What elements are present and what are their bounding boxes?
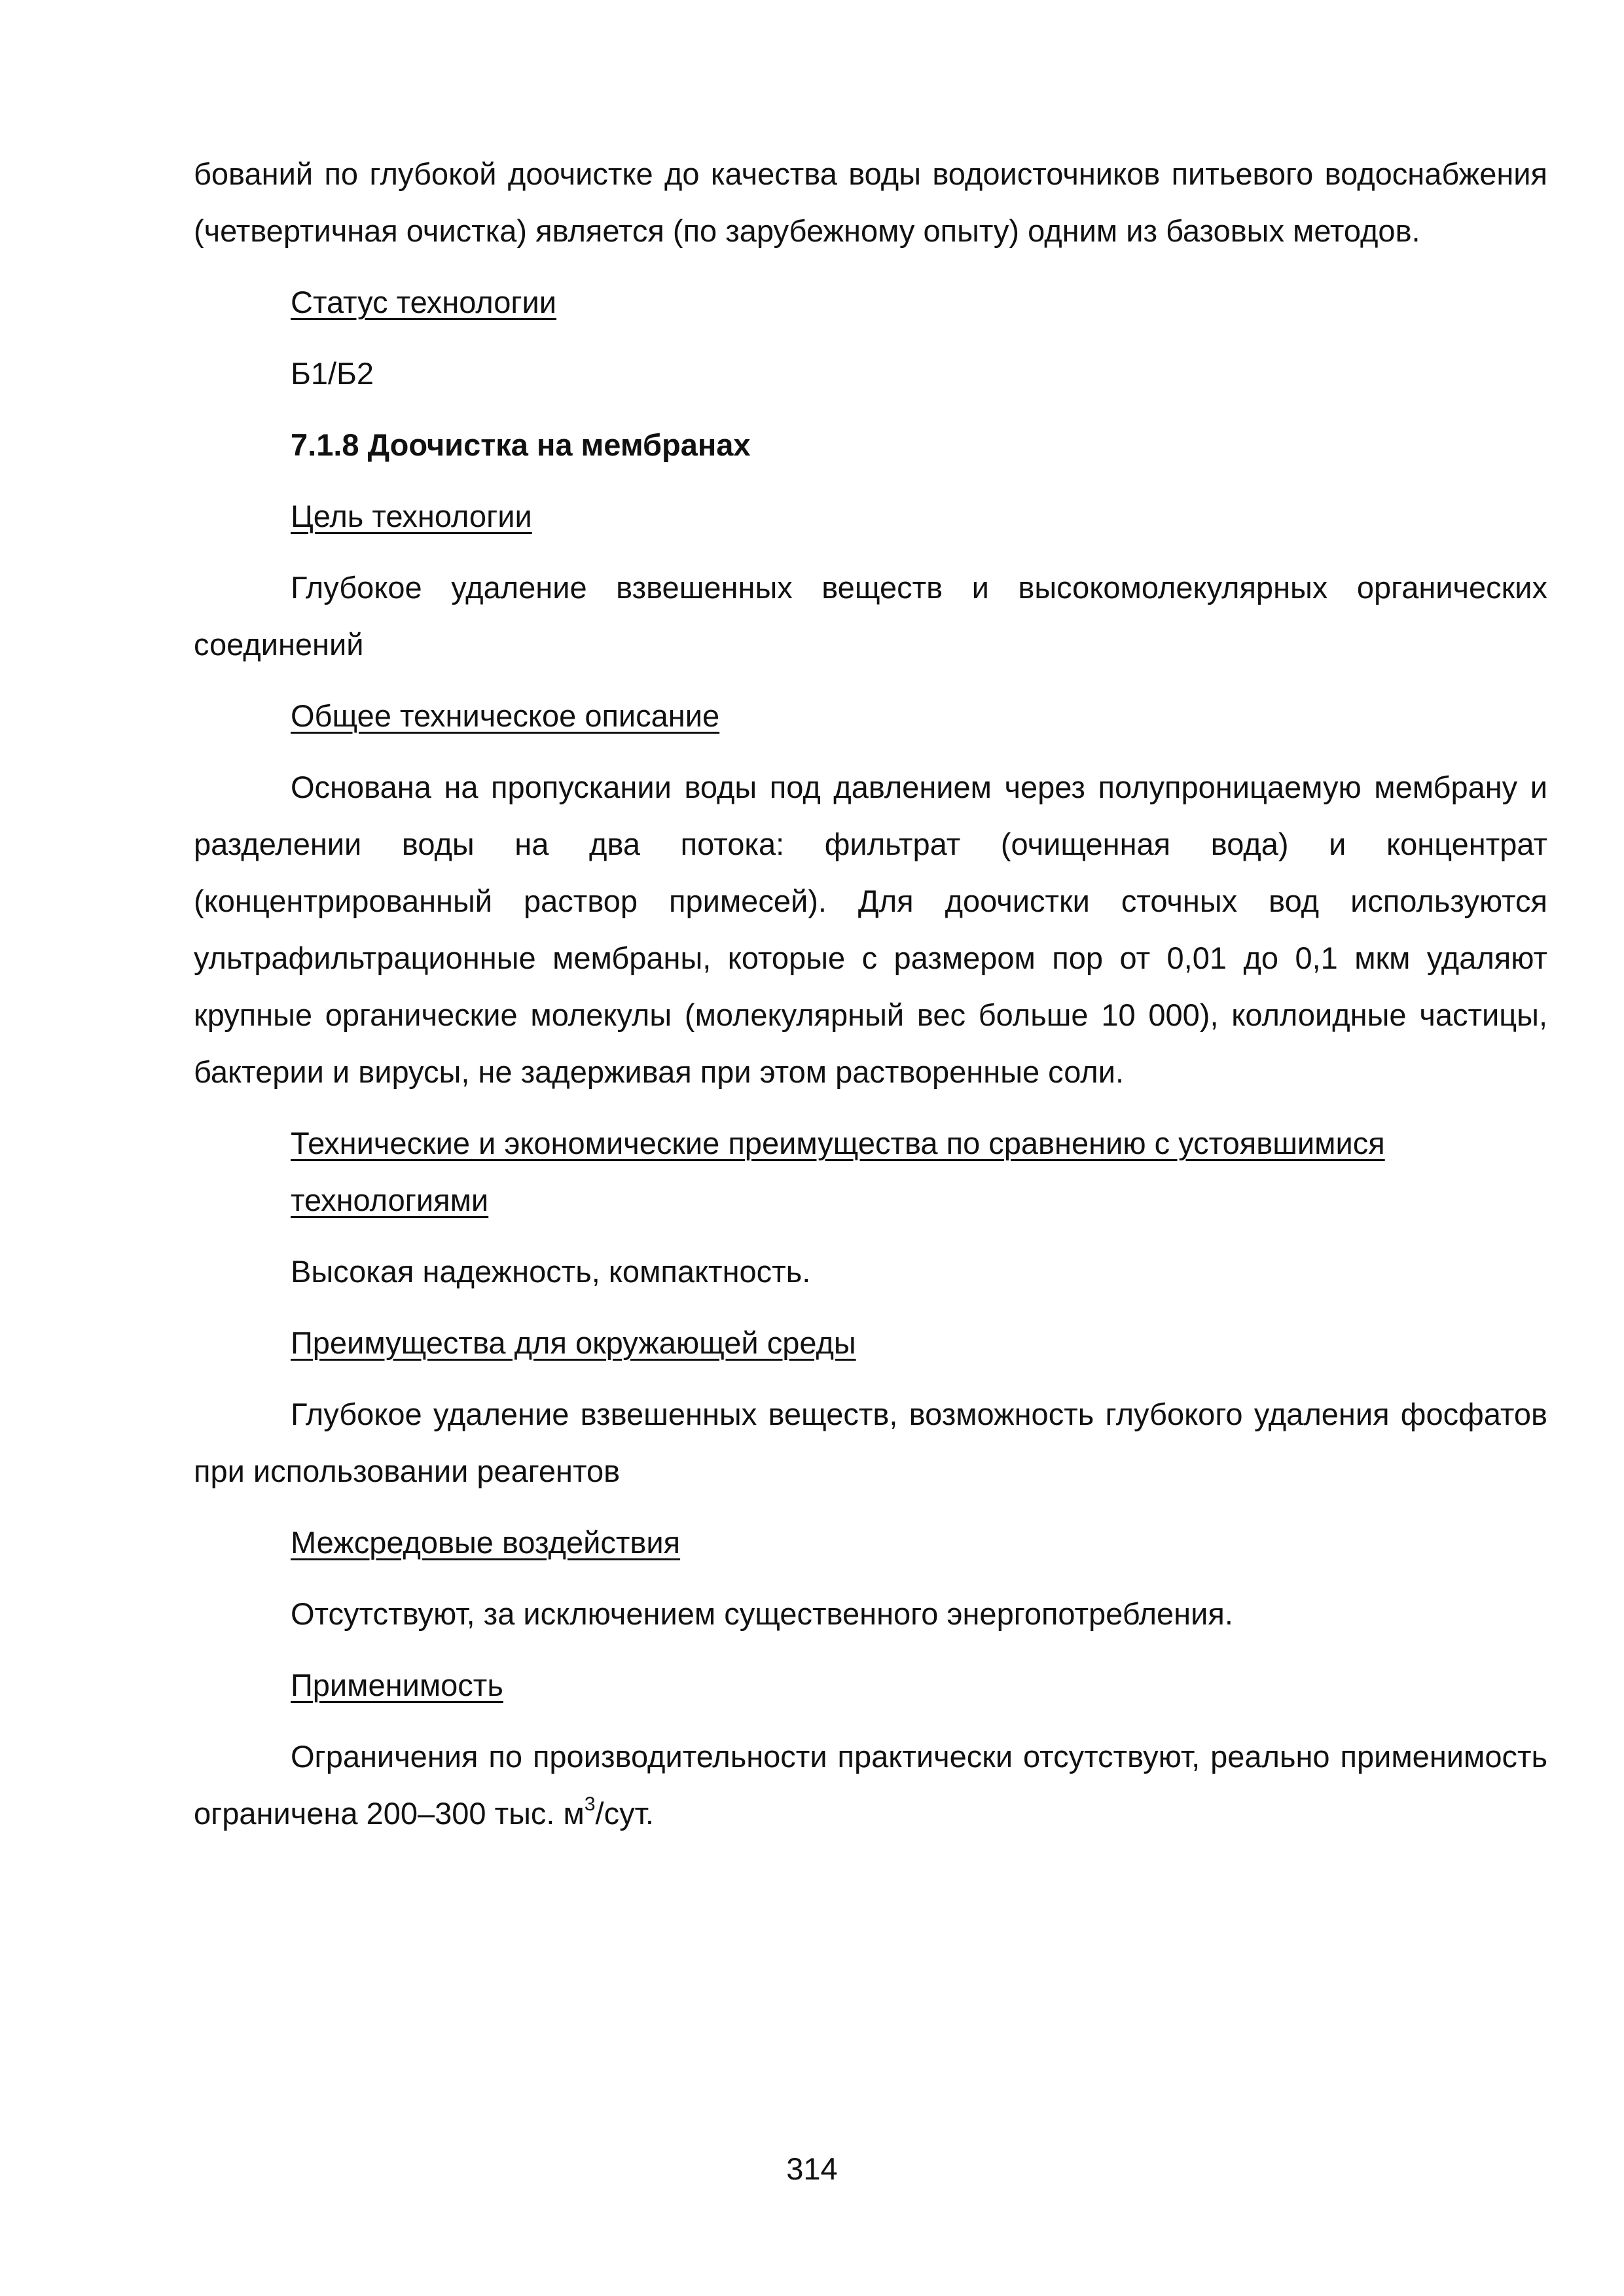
description-heading: Общее техническое описание	[291, 698, 720, 733]
goal-heading: Цель технологии	[291, 499, 532, 533]
applicability-heading: Применимость	[291, 1668, 503, 1702]
status-value: Б1/Б2	[291, 356, 374, 391]
description-paragraph: Основана на пропускании воды под давлением через полупроницаемую мембрану и разделении воды на два потока: фильтрат (очищенная вода) и концентрат (концентрированный раствор примесей). Для доочистки сточных вод используются ультрафильтрационные мембраны, которые с размером пор от 0,01 до 0,1 мкм удаляют крупные органические молекулы (молекулярный вес больше 10 000), коллоидные частицы, бактерии и вирусы, не задерживая при этом растворенные соли.	[194, 770, 1547, 1089]
status-heading: Статус технологии	[291, 285, 557, 319]
intro-paragraph: бований по глубокой доочистке до качества воды водоисточников питьевого водоснабжения (четвертичная очистка) является (по зарубежному опыту) одним из базовых методов.	[194, 156, 1547, 248]
advantages-tech-heading: Технические и экономические преимущества по сравнению с устоявшимися технологиями	[291, 1126, 1385, 1217]
advantages-tech-paragraph: Высокая надежность, компактность.	[291, 1254, 811, 1289]
goal-paragraph: Глубокое удаление взвешенных веществ и высокомолекулярных органических соединений	[194, 570, 1547, 662]
advantages-env-heading: Преимущества для окружающей среды	[291, 1325, 856, 1360]
applicability-text-after: /сут.	[595, 1796, 654, 1831]
applicability-superscript: 3	[584, 1793, 596, 1816]
page-number: 314	[786, 2151, 838, 2186]
cross-media-heading: Межсредовые воздействия	[291, 1525, 681, 1560]
applicability-text-before: Ограничения по производительности практически отсутствуют, реально применимость ограничена 200–300 тыс. м	[194, 1739, 1547, 1831]
section-title: 7.1.8 Доочистка на мембранах	[291, 427, 751, 462]
document-page	[194, 145, 1547, 1842]
advantages-env-paragraph: Глубокое удаление взвешенных веществ, возможность глубокого удаления фосфатов при использовании реагентов	[194, 1397, 1547, 1488]
applicability-paragraph	[194, 1728, 1547, 1842]
cross-media-paragraph: Отсутствуют, за исключением существенного энергопотребления.	[291, 1596, 1233, 1631]
